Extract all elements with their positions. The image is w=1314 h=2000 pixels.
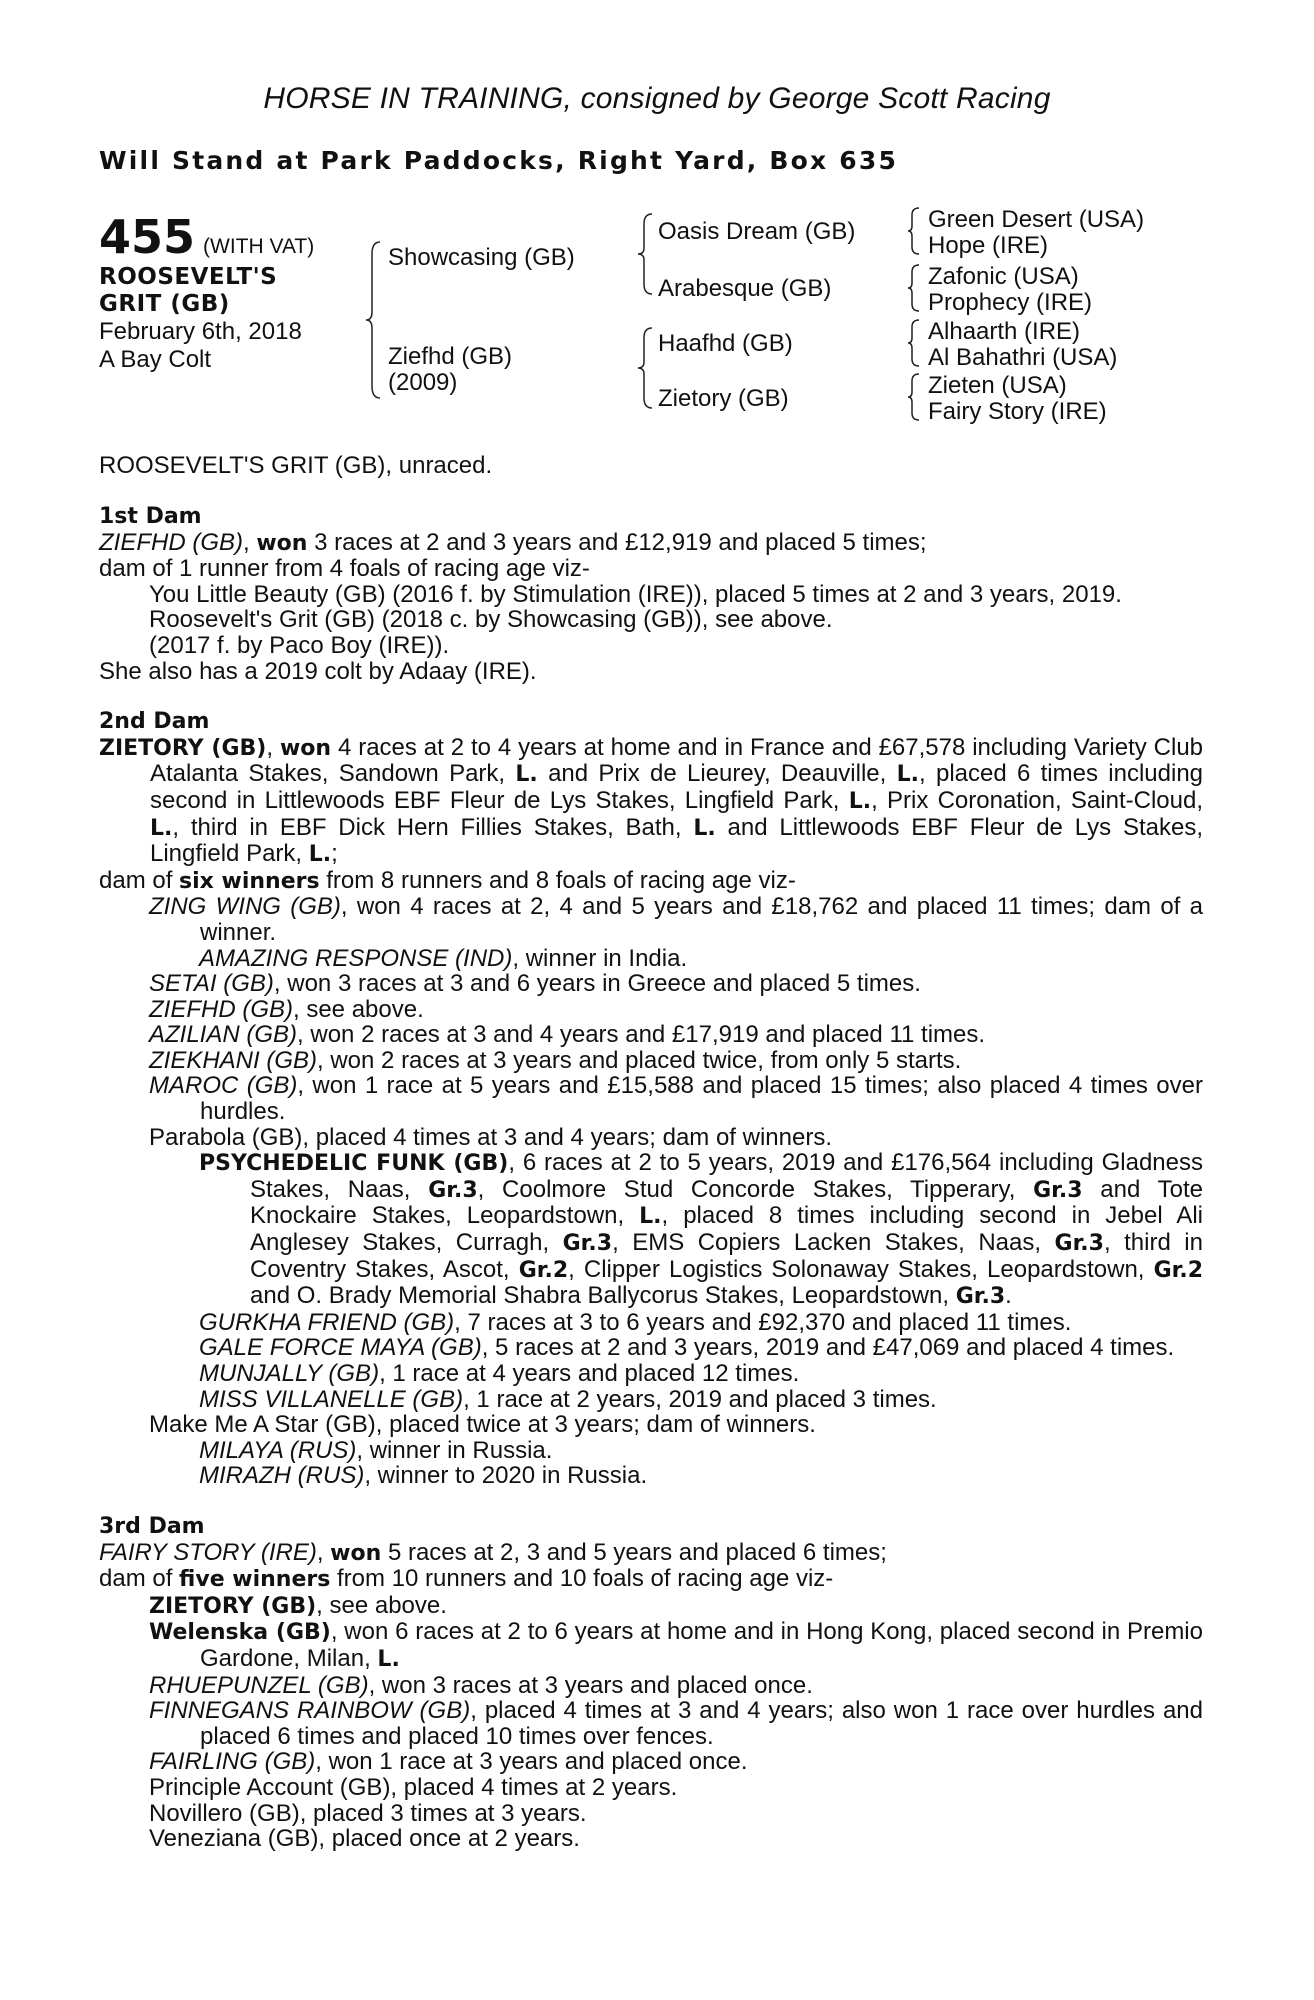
pedigree-dam-year: (2009) [388,369,458,396]
pedigree-brace-dam-line [636,326,656,410]
record-text: , 1 race at 2 years, 2019 and placed 3 times. [463,1385,937,1413]
pedigree-brace-g1 [906,206,922,256]
produce-entry [99,1022,1203,1048]
record-text: , won 1 race at 3 years and placed once. [315,1748,748,1776]
pedigree-gg-2: Hope (IRE) [928,232,1049,259]
record-text: , third in EBF Dick Hern Fillies Stakes, Bath, [172,813,694,841]
separator: , [316,1538,331,1566]
listed-marker: L. [515,762,538,788]
record-text: , won 4 races at 2, 4 and 5 years and £18,762 and placed 11 times; dam of a winner. [200,893,1203,946]
listed-marker: L. [150,815,173,841]
horse-name: ZIETORY (GB) [149,1593,317,1619]
produce-entry [99,1073,1203,1124]
group-marker: Gr.3 [428,1177,478,1203]
record-text: , 7 races at 3 to 6 years and £92,370 and placed 11 times. [454,1308,1072,1336]
separator: , [266,733,280,761]
summary-text: dam of [99,866,180,894]
pedigree-gg-7: Zieten (USA) [928,372,1067,399]
record-text: and Littlewoods EBF Fleur de Lys Stakes, Lingfield Park, [150,813,1203,868]
record-text: , 1 race at 4 years and placed 12 times. [379,1360,800,1387]
lot-number: 455 [99,210,196,264]
horse-name-line-2: GRIT (GB) [99,291,230,317]
produce-entry [99,1387,1203,1413]
listed-marker: L. [639,1204,662,1230]
won-label: won [330,1540,382,1566]
pedigree-dam: Ziefhd (GB) [388,343,513,370]
record-text: , Coolmore Stud Concorde Stakes, Tipperary, [477,1175,1034,1203]
produce-entry [99,1593,1203,1620]
pedigree-brace-sire-dam [364,240,384,400]
horse-name: ZIEFHD (GB) [149,995,293,1023]
won-label: won [256,530,308,556]
record-text: , won 3 races at 3 and 6 years in Greece and placed 5 times. [273,970,921,998]
listed-marker: L. [377,1646,400,1672]
produce-entry [99,1150,1203,1310]
horse-name: PSYCHEDELIC FUNK (GB) [199,1151,509,1177]
vat-label: (WITH VAT) [203,235,315,258]
produce-entry: (2017 f. by Paco Boy (IRE)). [149,631,450,659]
pedigree-dam-dam: Zietory (GB) [658,385,789,412]
third-dam-heading: 3rd Dam [99,1513,205,1539]
record-text: , won 1 race at 5 years and £15,588 and placed 15 times; also placed 4 times over hurdles. [200,1072,1203,1126]
produce-entry [99,1463,1203,1489]
pedigree-brace-g4 [906,372,922,422]
produce-entry: Roosevelt's Grit (GB) (2018 c. by Showcasing (GB)), see above. [149,606,833,634]
horse-name: GALE FORCE MAYA (GB) [199,1334,482,1362]
third-dam-produce-summary [99,1566,1203,1593]
pedigree-gg-8: Fairy Story (IRE) [928,398,1107,425]
pedigree-gg-6: Al Bahathri (USA) [928,344,1118,371]
record-text: , Prix Coronation, Saint-Cloud, [871,786,1203,814]
record-text: 5 races at 2, 3 and 5 years and placed 6 times; [381,1538,887,1566]
record-text: , won 3 races at 3 years and placed once. [368,1671,813,1699]
horse-name: FAIRLING (GB) [149,1748,316,1776]
produce-entry [99,1335,1203,1361]
produce-entry: Veneziana (GB), placed once at 2 years. [149,1825,580,1853]
pedigree-dam-sire: Haafhd (GB) [658,330,793,357]
listed-marker: L. [693,815,716,841]
horse-description: A Bay Colt [99,346,212,373]
record-text: . [1005,1282,1012,1310]
horse-name: FINNEGANS RAINBOW (GB) [149,1697,471,1725]
horse-name: GURKHA FRIEND (GB) [199,1308,455,1336]
second-dam-produce-summary [99,868,1203,895]
second-dam-record [99,735,1203,868]
pedigree-sire-sire: Oasis Dream (GB) [658,218,856,245]
produce-entry [99,997,1203,1023]
horse-name [99,264,277,318]
record-text: , won 2 races at 3 years and placed twice, from only 5 starts. [317,1046,962,1074]
horse-details [99,318,302,374]
race-record-summary: ROOSEVELT'S GRIT (GB), unraced. [99,452,493,479]
winners-count: six winners [179,868,320,894]
record-text: , Clipper Logistics Solonaway Stakes, Leopardstown, [568,1255,1154,1283]
pedigree-notes [99,504,1203,1852]
group-marker: Gr.3 [1033,1177,1083,1203]
second-dam-heading: 2nd Dam [99,709,210,735]
produce-entry: Make Me A Star (GB), placed twice at 3 years; dam of winners. [149,1411,816,1439]
horse-name: RHUEPUNZEL (GB) [149,1671,369,1699]
horse-name: ZIEKHANI (GB) [149,1046,318,1074]
page-title: HORSE IN TRAINING, consigned by George Scott Racing [263,82,1051,115]
horse-name-line-1: ROOSEVELT'S [99,264,278,290]
record-text: , placed 4 times at 3 and 4 years; also won 1 race over hurdles and placed 6 times and placed 10 times over fences. [200,1697,1203,1750]
summary-text: from 10 runners and 10 foals of racing age viz- [330,1565,834,1593]
foaling-date: February 6th, 2018 [99,318,302,345]
produce-entry: Principle Account (GB), placed 4 times at 2 years. [149,1773,678,1801]
produce-entry [99,1361,1203,1387]
horse-name: MAROC (GB) [149,1072,298,1100]
third-dam-record [99,1540,1203,1567]
produce-entry [99,1749,1203,1775]
produce-entry: Novillero (GB), placed 3 times at 3 years. [149,1799,587,1827]
record-text: , see above. [293,995,424,1023]
horse-name: SETAI (GB) [149,970,274,998]
first-dam-heading: 1st Dam [99,504,202,529]
record-text: , third in Coventry Stakes, Ascot, [250,1229,1203,1283]
produce-entry [99,1619,1203,1672]
horse-name: AMAZING RESPONSE (IND) [199,944,513,972]
record-text: , EMS Copiers Lacken Stakes, Naas, [612,1229,1055,1257]
record-text: , winner in Russia. [356,1436,553,1464]
first-dam-note: She also has a 2019 colt by Adaay (IRE). [99,657,537,685]
record-text: 4 races at 2 to 4 years at home and in France and £67,578 including Variety Club Atalanta Stakes, Sandown Park, [150,733,1204,788]
group-marker: Gr.3 [562,1231,613,1257]
first-dam-record [99,530,1203,557]
pedigree-gg-5: Alhaarth (IRE) [928,318,1081,345]
record-text: and Prix de Lieurey, Deauville, [537,760,897,788]
summary-text: from 8 runners and 8 foals of racing age viz- [319,866,796,894]
record-text: , placed 6 times including second in Littlewoods EBF Fleur de Lys Stakes, Lingfield Park, [150,760,1204,814]
produce-entry: You Little Beauty (GB) (2016 f. by Stimulation (IRE)), placed 5 times at 2 and 3 years, 2019. [149,580,1122,608]
listed-marker: L. [896,762,920,788]
dam-name: ZIETORY (GB) [99,735,267,761]
group-marker: Gr.2 [1153,1257,1203,1283]
horse-name: ZING WING (GB) [149,893,341,921]
pedigree-gg-1: Green Desert (USA) [928,206,1145,233]
produce-entry [99,1048,1203,1074]
record-text: , see above. [316,1591,447,1619]
record-text: 3 races at 2 and 3 years and £12,919 and placed 5 times; [307,528,927,556]
separator: , [243,528,257,556]
record-text: and Tote Knockaire Stakes, Leopardstown, [250,1175,1203,1230]
winners-count: five winners [179,1567,331,1593]
dam-name: FAIRY STORY (IRE) [99,1538,317,1566]
record-text: , winner in India. [512,944,688,972]
first-dam-produce-summary: dam of 1 runner from 4 foals of racing age viz- [99,555,590,583]
pedigree-brace-sire-line [636,212,656,296]
record-text: , 5 races at 2 and 3 years, 2019 and £47,069 and placed 4 times. [481,1334,1175,1362]
lot-number-block [99,210,314,264]
horse-name: Welenska (GB) [149,1620,331,1646]
produce-entry [99,894,1203,945]
horse-name: MIRAZH (RUS) [199,1462,365,1490]
group-marker: Gr.3 [1054,1231,1104,1257]
pedigree-gg-4: Prophecy (IRE) [928,289,1093,316]
produce-entry [99,1438,1203,1464]
pedigree-sire: Showcasing (GB) [388,244,575,271]
pedigree-gg-3: Zafonic (USA) [928,263,1079,290]
listed-marker: L. [848,788,872,814]
record-text: , won 6 races at 2 to 6 years at home and in Hong Kong, placed second in Premio Gardone, Milan, [200,1618,1203,1672]
group-marker: Gr.3 [955,1284,1006,1310]
record-text: and O. Brady Memorial Shabra Ballycorus Stakes, Leopardstown, [250,1282,956,1310]
record-text: , won 2 races at 3 and 4 years and £17,919 and placed 11 times. [297,1021,986,1049]
record-text: ; [331,840,338,868]
pedigree-brace-g3 [906,318,922,368]
pedigree-sire-dam: Arabesque (GB) [658,275,832,302]
group-marker: Gr.2 [518,1257,569,1283]
pedigree-brace-g2 [906,263,922,313]
produce-entry [99,1673,1203,1699]
horse-name: AZILIAN (GB) [149,1021,298,1049]
record-text: , winner to 2020 in Russia. [364,1462,648,1490]
dam-name: ZIEFHD (GB) [99,528,243,556]
produce-entry [99,1698,1203,1749]
horse-name: MILAYA (RUS) [199,1436,357,1464]
produce-entry: Parabola (GB), placed 4 times at 3 and 4 years; dam of winners. [149,1123,833,1151]
record-text: , 6 races at 2 to 5 years, 2019 and £176,564 including Gladness Stakes, Naas, [250,1149,1203,1203]
produce-entry [99,971,1203,997]
record-text: , placed 8 times including second in Jebel Ali Anglesey Stakes, Curragh, [250,1202,1203,1257]
summary-text: dam of [99,1565,180,1593]
produce-entry [99,946,1203,972]
listed-marker: L. [308,842,332,868]
produce-entry [99,1310,1203,1336]
stand-location: Will Stand at Park Paddocks, Right Yard, Box 635 [99,146,899,175]
horse-name: MISS VILLANELLE (GB) [199,1385,464,1413]
horse-name: MUNJALLY (GB) [199,1360,380,1387]
won-label: won [279,735,332,761]
